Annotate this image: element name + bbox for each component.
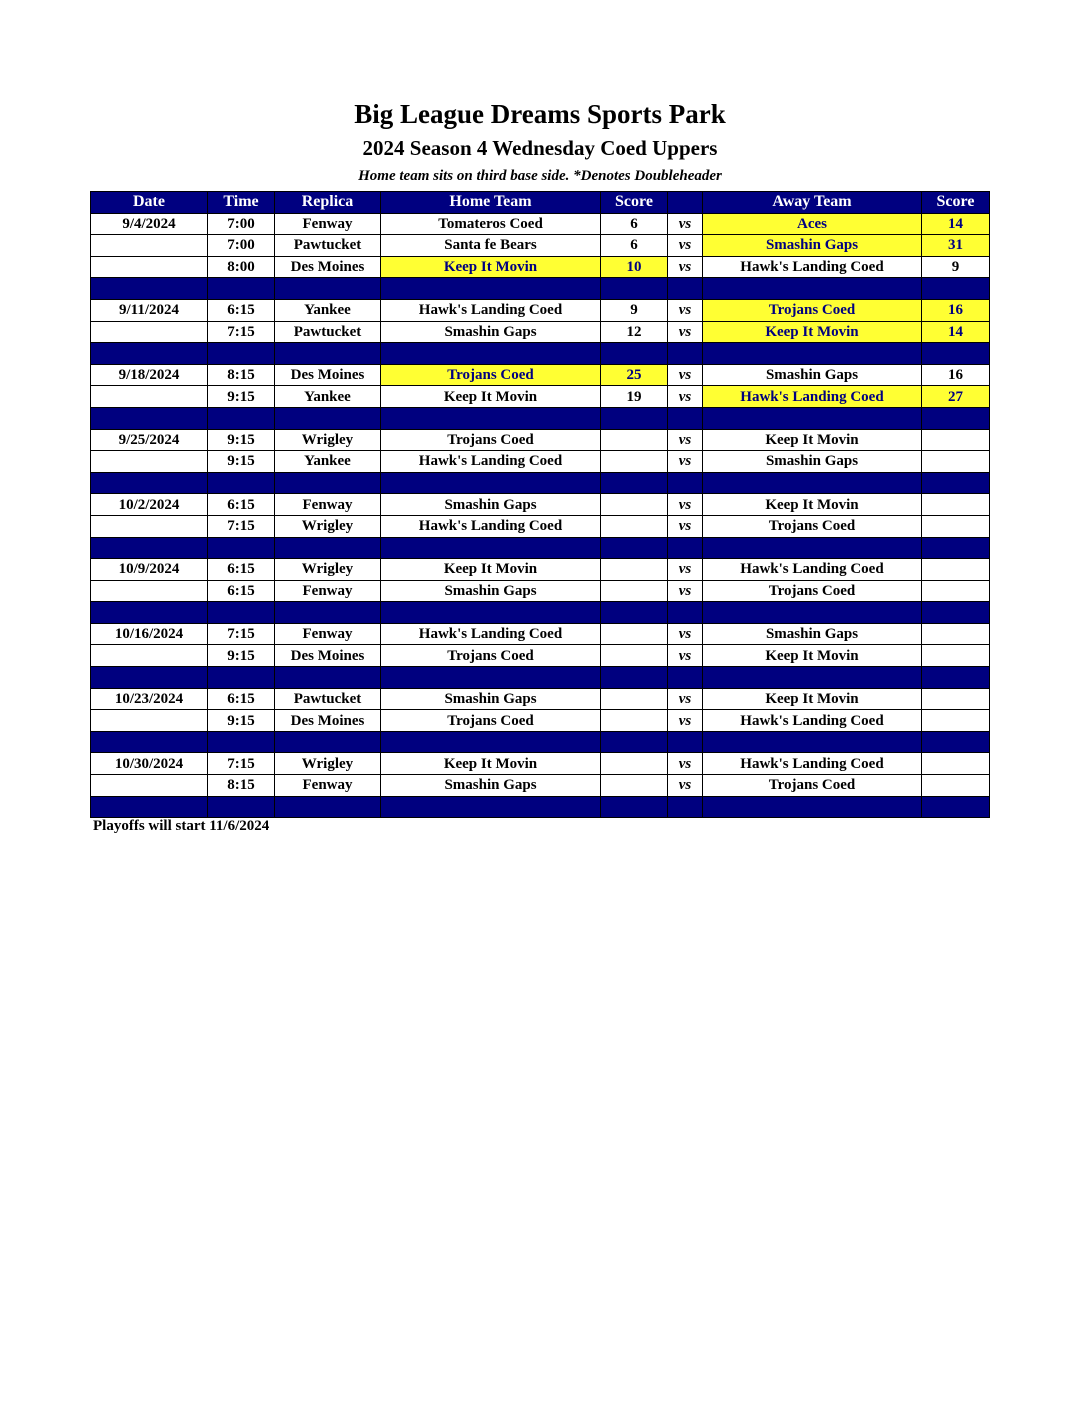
game-row	[91, 321, 990, 343]
separator-cell	[601, 731, 668, 753]
away-team: Aces	[703, 213, 922, 235]
game-replica: Des Moines	[275, 645, 381, 667]
separator-cell	[275, 667, 381, 689]
separator-cell	[703, 407, 922, 429]
home-team: Smashin Gaps	[381, 494, 601, 516]
separator-cell	[668, 667, 703, 689]
game-date	[91, 580, 208, 602]
game-row	[91, 645, 990, 667]
game-replica: Wrigley	[275, 515, 381, 537]
separator-cell	[208, 537, 275, 559]
game-date: 9/25/2024	[91, 429, 208, 451]
separator-cell	[275, 796, 381, 818]
home-team: Trojans Coed	[381, 710, 601, 732]
away-score	[922, 559, 990, 581]
separator-cell	[381, 278, 601, 300]
vs-label: vs	[668, 256, 703, 278]
game-row	[91, 451, 990, 473]
separator-cell	[703, 537, 922, 559]
game-time: 6:15	[208, 688, 275, 710]
header-time: Time	[208, 192, 275, 214]
vs-label: vs	[668, 429, 703, 451]
separator-cell	[922, 731, 990, 753]
separator-cell	[922, 343, 990, 365]
away-team: Hawk's Landing Coed	[703, 710, 922, 732]
home-score	[601, 775, 668, 797]
game-replica: Fenway	[275, 580, 381, 602]
schedule-note: Home team sits on third base side. *Denotes Doubleheader	[358, 168, 722, 184]
home-score: 10	[601, 256, 668, 278]
away-score	[922, 623, 990, 645]
game-replica: Fenway	[275, 623, 381, 645]
separator-cell	[601, 602, 668, 624]
game-row	[91, 580, 990, 602]
away-team: Hawk's Landing Coed	[703, 386, 922, 408]
game-row	[91, 386, 990, 408]
game-time: 9:15	[208, 386, 275, 408]
separator-cell	[703, 343, 922, 365]
home-team: Smashin Gaps	[381, 775, 601, 797]
home-team: Keep It Movin	[381, 256, 601, 278]
separator-cell	[922, 472, 990, 494]
game-row	[91, 559, 990, 581]
separator-cell	[275, 407, 381, 429]
away-score	[922, 429, 990, 451]
game-replica: Yankee	[275, 386, 381, 408]
vs-label: vs	[668, 710, 703, 732]
week-separator	[91, 472, 990, 494]
separator-cell	[381, 407, 601, 429]
separator-cell	[275, 278, 381, 300]
separator-cell	[91, 472, 208, 494]
game-time: 6:15	[208, 559, 275, 581]
separator-cell	[275, 602, 381, 624]
week-separator	[91, 537, 990, 559]
separator-cell	[91, 407, 208, 429]
vs-label: vs	[668, 623, 703, 645]
vs-label: vs	[668, 364, 703, 386]
header-date: Date	[91, 192, 208, 214]
separator-cell	[922, 278, 990, 300]
separator-cell	[91, 278, 208, 300]
home-score	[601, 451, 668, 473]
week-separator	[91, 278, 990, 300]
game-date: 10/16/2024	[91, 623, 208, 645]
home-score: 12	[601, 321, 668, 343]
game-time: 7:00	[208, 213, 275, 235]
vs-label: vs	[668, 775, 703, 797]
game-replica: Fenway	[275, 494, 381, 516]
home-score	[601, 710, 668, 732]
game-date	[91, 645, 208, 667]
header-away-team: Away Team	[703, 192, 922, 214]
vs-label: vs	[668, 515, 703, 537]
week-separator	[91, 667, 990, 689]
separator-cell	[275, 343, 381, 365]
header-home-score: Score	[601, 192, 668, 214]
game-replica: Pawtucket	[275, 321, 381, 343]
home-score	[601, 623, 668, 645]
separator-cell	[275, 537, 381, 559]
away-score: 16	[922, 364, 990, 386]
separator-cell	[381, 537, 601, 559]
game-date	[91, 235, 208, 257]
game-date	[91, 515, 208, 537]
game-date: 9/11/2024	[91, 299, 208, 321]
home-team: Smashin Gaps	[381, 321, 601, 343]
separator-cell	[91, 731, 208, 753]
home-team: Trojans Coed	[381, 645, 601, 667]
game-row	[91, 623, 990, 645]
game-row	[91, 710, 990, 732]
away-score	[922, 451, 990, 473]
game-time: 8:15	[208, 364, 275, 386]
away-score	[922, 775, 990, 797]
game-row	[91, 256, 990, 278]
home-score: 19	[601, 386, 668, 408]
home-team: Tomateros Coed	[381, 213, 601, 235]
away-team: Keep It Movin	[703, 688, 922, 710]
week-separator	[91, 602, 990, 624]
away-score	[922, 688, 990, 710]
home-team: Santa fe Bears	[381, 235, 601, 257]
game-replica: Fenway	[275, 213, 381, 235]
away-team: Keep It Movin	[703, 494, 922, 516]
game-row	[91, 213, 990, 235]
separator-cell	[703, 667, 922, 689]
separator-cell	[668, 602, 703, 624]
vs-label: vs	[668, 299, 703, 321]
separator-cell	[601, 537, 668, 559]
game-replica: Des Moines	[275, 256, 381, 278]
game-date: 9/18/2024	[91, 364, 208, 386]
separator-cell	[381, 667, 601, 689]
game-replica: Fenway	[275, 775, 381, 797]
away-team: Keep It Movin	[703, 645, 922, 667]
game-replica: Wrigley	[275, 559, 381, 581]
game-date: 10/9/2024	[91, 559, 208, 581]
separator-cell	[922, 407, 990, 429]
separator-cell	[668, 731, 703, 753]
separator-cell	[381, 796, 601, 818]
game-time: 7:15	[208, 753, 275, 775]
game-time: 9:15	[208, 710, 275, 732]
separator-cell	[208, 472, 275, 494]
game-row	[91, 299, 990, 321]
away-team: Trojans Coed	[703, 775, 922, 797]
away-score	[922, 580, 990, 602]
away-team: Trojans Coed	[703, 515, 922, 537]
away-team: Smashin Gaps	[703, 623, 922, 645]
home-score: 25	[601, 364, 668, 386]
away-score: 27	[922, 386, 990, 408]
home-score	[601, 494, 668, 516]
separator-cell	[668, 472, 703, 494]
away-score: 16	[922, 299, 990, 321]
week-separator	[91, 343, 990, 365]
separator-cell	[601, 472, 668, 494]
game-time: 8:15	[208, 775, 275, 797]
away-team: Hawk's Landing Coed	[703, 559, 922, 581]
week-separator	[91, 407, 990, 429]
away-score	[922, 515, 990, 537]
game-row	[91, 753, 990, 775]
home-score	[601, 429, 668, 451]
separator-cell	[208, 602, 275, 624]
away-score	[922, 753, 990, 775]
game-time: 7:00	[208, 235, 275, 257]
vs-label: vs	[668, 235, 703, 257]
separator-cell	[703, 796, 922, 818]
game-replica: Pawtucket	[275, 688, 381, 710]
game-time: 6:15	[208, 494, 275, 516]
away-team: Smashin Gaps	[703, 364, 922, 386]
home-team: Keep It Movin	[381, 559, 601, 581]
game-row	[91, 688, 990, 710]
header-replica: Replica	[275, 192, 381, 214]
week-separator	[91, 731, 990, 753]
separator-cell	[91, 602, 208, 624]
vs-label: vs	[668, 580, 703, 602]
separator-cell	[601, 343, 668, 365]
game-date	[91, 321, 208, 343]
separator-cell	[703, 278, 922, 300]
away-score: 31	[922, 235, 990, 257]
home-team: Hawk's Landing Coed	[381, 451, 601, 473]
away-score: 14	[922, 321, 990, 343]
game-time: 6:15	[208, 299, 275, 321]
home-score	[601, 688, 668, 710]
vs-label: vs	[668, 213, 703, 235]
game-replica: Des Moines	[275, 364, 381, 386]
separator-cell	[91, 343, 208, 365]
game-time: 9:15	[208, 645, 275, 667]
home-score	[601, 580, 668, 602]
vs-label: vs	[668, 753, 703, 775]
game-row	[91, 775, 990, 797]
game-replica: Wrigley	[275, 429, 381, 451]
separator-cell	[381, 343, 601, 365]
separator-cell	[703, 602, 922, 624]
separator-cell	[922, 537, 990, 559]
home-team: Hawk's Landing Coed	[381, 299, 601, 321]
game-time: 8:00	[208, 256, 275, 278]
home-team: Keep It Movin	[381, 753, 601, 775]
game-date: 10/23/2024	[91, 688, 208, 710]
separator-cell	[703, 731, 922, 753]
home-score: 9	[601, 299, 668, 321]
schedule-table	[90, 191, 990, 818]
separator-cell	[381, 472, 601, 494]
game-row	[91, 364, 990, 386]
playoffs-note: Playoffs will start 11/6/2024	[93, 818, 270, 834]
away-team: Hawk's Landing Coed	[703, 256, 922, 278]
game-time: 7:15	[208, 321, 275, 343]
separator-cell	[208, 731, 275, 753]
separator-cell	[208, 796, 275, 818]
vs-label: vs	[668, 494, 703, 516]
home-team: Trojans Coed	[381, 364, 601, 386]
week-separator	[91, 796, 990, 818]
home-score: 6	[601, 235, 668, 257]
separator-cell	[922, 796, 990, 818]
game-date	[91, 451, 208, 473]
header-vs	[668, 192, 703, 214]
away-team: Smashin Gaps	[703, 235, 922, 257]
separator-cell	[275, 472, 381, 494]
header-row	[91, 192, 990, 214]
separator-cell	[601, 796, 668, 818]
game-date	[91, 256, 208, 278]
home-team: Hawk's Landing Coed	[381, 623, 601, 645]
game-row	[91, 494, 990, 516]
vs-label: vs	[668, 559, 703, 581]
game-row	[91, 235, 990, 257]
page-subtitle: 2024 Season 4 Wednesday Coed Uppers	[362, 136, 718, 160]
vs-label: vs	[668, 645, 703, 667]
vs-label: vs	[668, 451, 703, 473]
away-score	[922, 710, 990, 732]
separator-cell	[208, 278, 275, 300]
game-time: 7:15	[208, 515, 275, 537]
header-home-team: Home Team	[381, 192, 601, 214]
separator-cell	[668, 407, 703, 429]
home-team: Hawk's Landing Coed	[381, 515, 601, 537]
away-team: Keep It Movin	[703, 321, 922, 343]
home-score	[601, 559, 668, 581]
home-team: Keep It Movin	[381, 386, 601, 408]
separator-cell	[275, 731, 381, 753]
separator-cell	[208, 407, 275, 429]
game-time: 9:15	[208, 429, 275, 451]
home-team: Trojans Coed	[381, 429, 601, 451]
game-date	[91, 386, 208, 408]
separator-cell	[91, 667, 208, 689]
game-replica: Pawtucket	[275, 235, 381, 257]
game-row	[91, 429, 990, 451]
separator-cell	[668, 343, 703, 365]
away-team: Keep It Movin	[703, 429, 922, 451]
game-replica: Yankee	[275, 299, 381, 321]
separator-cell	[91, 796, 208, 818]
vs-label: vs	[668, 386, 703, 408]
game-time: 9:15	[208, 451, 275, 473]
game-date: 10/30/2024	[91, 753, 208, 775]
away-score: 14	[922, 213, 990, 235]
page-title: Big League Dreams Sports Park	[354, 99, 726, 129]
away-team: Trojans Coed	[703, 299, 922, 321]
separator-cell	[208, 667, 275, 689]
vs-label: vs	[668, 688, 703, 710]
game-time: 6:15	[208, 580, 275, 602]
game-time: 7:15	[208, 623, 275, 645]
separator-cell	[601, 407, 668, 429]
home-team: Smashin Gaps	[381, 688, 601, 710]
away-score	[922, 645, 990, 667]
home-score	[601, 515, 668, 537]
separator-cell	[91, 537, 208, 559]
game-row	[91, 515, 990, 537]
vs-label: vs	[668, 321, 703, 343]
separator-cell	[381, 731, 601, 753]
away-score	[922, 494, 990, 516]
away-team: Hawk's Landing Coed	[703, 753, 922, 775]
game-replica: Yankee	[275, 451, 381, 473]
away-score: 9	[922, 256, 990, 278]
game-date: 9/4/2024	[91, 213, 208, 235]
separator-cell	[668, 278, 703, 300]
separator-cell	[601, 667, 668, 689]
home-score	[601, 753, 668, 775]
separator-cell	[668, 796, 703, 818]
home-score: 6	[601, 213, 668, 235]
separator-cell	[703, 472, 922, 494]
away-team: Smashin Gaps	[703, 451, 922, 473]
game-date	[91, 710, 208, 732]
separator-cell	[601, 278, 668, 300]
separator-cell	[208, 343, 275, 365]
game-replica: Des Moines	[275, 710, 381, 732]
game-date	[91, 775, 208, 797]
home-team: Smashin Gaps	[381, 580, 601, 602]
header-away-score: Score	[922, 192, 990, 214]
schedule-body	[91, 213, 990, 818]
separator-cell	[381, 602, 601, 624]
game-replica: Wrigley	[275, 753, 381, 775]
separator-cell	[922, 667, 990, 689]
away-team: Trojans Coed	[703, 580, 922, 602]
separator-cell	[922, 602, 990, 624]
separator-cell	[668, 537, 703, 559]
home-score	[601, 645, 668, 667]
game-date: 10/2/2024	[91, 494, 208, 516]
